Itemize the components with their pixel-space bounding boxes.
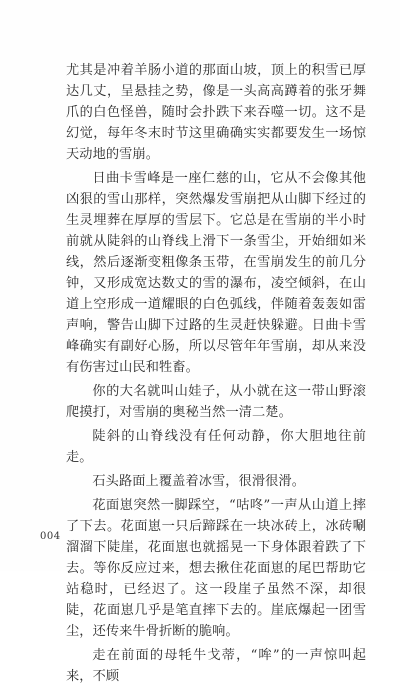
paragraph-1: 尤其是冲着羊肠小道的那面山坡，顶上的积雪已厚达几丈，呈悬挂之势，像是一头高高蹲着的张牙舞爪的白色怪兽，随时会扑跌下来吞噬一切。这不是幻觉，每年冬末时节这里确确实实都要发生一场惊天动地的雪崩。 <box>66 63 366 162</box>
paragraph-7: 走在前面的母牦牛戈蒂，“哞”的一声惊叫起来，不顾 <box>66 648 366 684</box>
body-text <box>66 60 366 687</box>
paragraph-3: 你的大名就叫山娃子，从小就在这一带山野滚爬摸打，对雪崩的奥秘当然一清二楚。 <box>66 384 366 420</box>
paragraph-5: 石头路面上覆盖着冰雪，很滑很滑。 <box>92 474 305 489</box>
page-number: 004 <box>40 531 61 542</box>
paragraph-4: 陡斜的山脊线没有任何动静，你大胆地往前走。 <box>66 429 366 465</box>
paragraph-6: 花面崽突然一脚踩空，“咕咚”一声从山道上摔了下去。花面崽一只后蹄踩在一块冰砖上，冰砖唰溜溜下陡崖，花面崽也就摇晃一下身体跟着跌了下去。等你反应过来，想去揪住花面崽的尾巴帮助它站稳时，已经迟了。这一段崖子虽然不深，却很陡，花面崽几乎是笔直摔下去的。崖底爆起一团雪尘，还传来牛骨折断的脆响。 <box>66 498 366 639</box>
paragraph-2: 日曲卡雪峰是一座仁慈的山，它从不会像其他凶狠的雪山那样，突然爆发雪崩把从山脚下经过的生灵埋葬在厚厚的雪层下。它总是在雪崩的半小时前就从陡斜的山脊线上滑下一条雪尘，开始细如米线，然后逐渐变粗像条玉带，在雪崩发生的前几分钟，又形成宽达数丈的雪的瀑布，凌空倾斜，在山道上空形成一道耀眼的白色弧线，伴随着轰轰如雷声响，警告山脚下过路的生灵赶快躲避。日曲卡雪峰确实有副好心肠，所以尽管年年雪崩，却从来没有伤害过山民和牲畜。 <box>66 171 366 375</box>
